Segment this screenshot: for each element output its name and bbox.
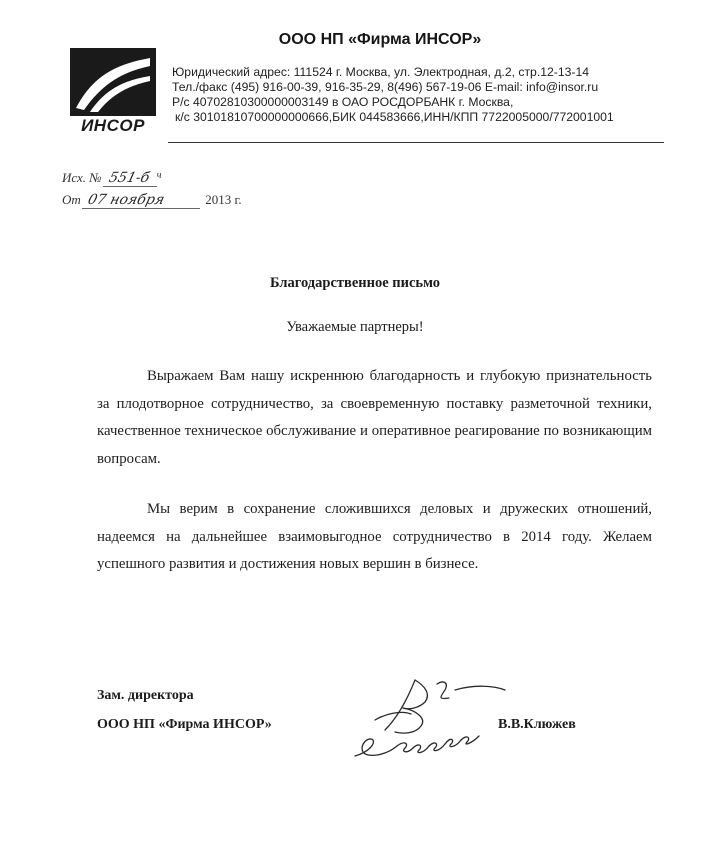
reference-year: 2013 г. xyxy=(205,192,242,207)
insor-logo-icon xyxy=(70,48,156,138)
letter-paragraph-1: Выражаем Вам нашу искреннюю благодарность и глубокую признательность за плодотворное сотрудничество, за своевременную поставку разметочной техники, качественное техническое обслуживание и оперативное реагирование по возникающим вопросам. xyxy=(97,368,652,467)
bank-account: Р/с 40702810300000003149 в ОАО РОСДОРБАНК г. Москва, xyxy=(172,95,514,109)
company-name: ООО НП «Фирма ИНСОР» xyxy=(278,31,482,48)
letter-title: Благодарственное письмо xyxy=(269,275,441,291)
reference-date-line xyxy=(62,192,242,214)
corr-account: к/с 30101810700000000666,БИК 044583666,ИНН/КПП 7722005000/772001001 xyxy=(175,110,614,124)
outgoing-reference xyxy=(62,170,242,214)
company-requisites xyxy=(172,65,672,125)
signer-organization: ООО НП «Фирма ИНСОР» xyxy=(97,717,272,732)
reference-date-label: От xyxy=(62,192,81,207)
insor-logo-mark xyxy=(70,48,156,116)
handwritten-signature-icon xyxy=(345,660,520,770)
reference-number-line xyxy=(62,170,242,192)
letter-paragraph-2: Мы верим в сохранение сложившихся деловых и дружеских отношений, надеемся на дальнейшее взаимовыгодное сотрудничество в 2014 году. Желаем успешного развития и достижения новых вершин в бизнесе. xyxy=(97,501,652,572)
signature-strokes xyxy=(345,660,520,770)
signer-name: В.В.Клюжев xyxy=(498,717,576,732)
signer-role: Зам. директора xyxy=(97,688,194,703)
reference-number-handwritten: 551-б xyxy=(103,170,161,187)
logo-text: ИНСОР xyxy=(81,116,145,135)
letter-salutation: Уважаемые партнеры! xyxy=(286,319,424,335)
header-divider xyxy=(168,142,664,143)
reference-number-superscript: ч xyxy=(156,170,162,181)
reference-date-handwritten: 07 ноября xyxy=(82,192,204,209)
contact-phones: Тел./факс (495) 916-00-39, 916-35-29, 8(496) 567-19-06 E-mail: info@insor.ru xyxy=(172,80,599,94)
reference-number-label: Исх. № xyxy=(62,170,102,185)
legal-address: Юридический адрес: 111524 г. Москва, ул. Электродная, д.2, стр.12-13-14 xyxy=(172,65,589,79)
